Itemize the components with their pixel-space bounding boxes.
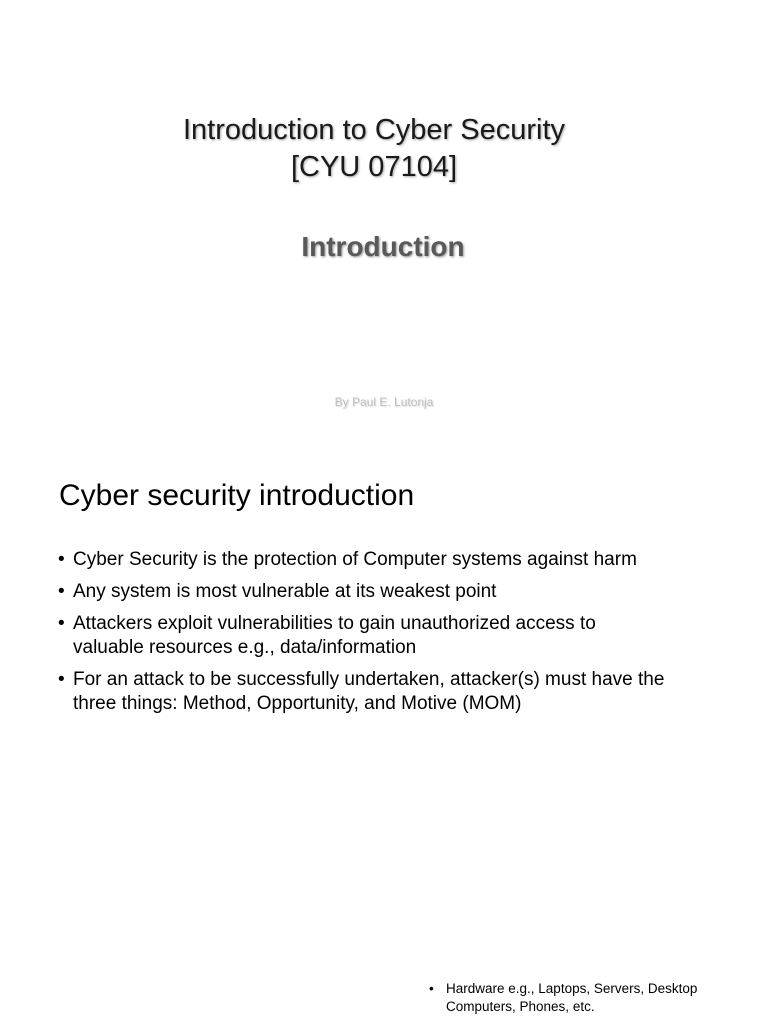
course-title-line1: Introduction to Cyber Security — [182, 114, 565, 146]
slide-heading: Cyber security introduction — [59, 479, 415, 512]
bullet-text: Attackers exploit vulnerabilities to gain unauthorized access to — [73, 613, 596, 634]
bullet-text: Hardware e.g., Laptops, Servers, Desktop — [446, 981, 698, 996]
bullet-text-continued: three things: Method, Opportunity, and Motive (MOM) — [73, 693, 522, 714]
bullet-text-continued: Computers, Phones, etc. — [446, 999, 595, 1014]
bullet-list — [58, 548, 738, 724]
bullet-item — [58, 548, 738, 572]
bullet-item — [58, 580, 738, 604]
course-code: [CYU 07104] — [290, 151, 458, 183]
title-slide — [0, 0, 768, 450]
bullet-dot-icon: • — [58, 581, 65, 602]
section-title: Introduction — [301, 231, 465, 262]
bullet-dot-icon: • — [58, 669, 65, 690]
bullet-text-continued: valuable resources e.g., data/information — [73, 637, 417, 658]
bullet-item — [429, 980, 749, 1016]
bullet-text: Any system is most vulnerable at its weakest point — [73, 581, 497, 602]
author-credit: By Paul E. Lutonja — [334, 395, 434, 409]
bullet-dot-icon: • — [429, 981, 434, 996]
bullet-dot-icon: • — [58, 613, 65, 634]
next-slide-bullet-list — [429, 980, 749, 1016]
course-title — [0, 112, 748, 186]
bullet-item — [58, 612, 738, 660]
bullet-text: For an attack to be successfully undertaken, attacker(s) must have the — [73, 669, 665, 690]
bullet-item — [58, 668, 738, 716]
bullet-dot-icon: • — [58, 549, 65, 570]
bullet-text: Cyber Security is the protection of Computer systems against harm — [73, 549, 637, 570]
